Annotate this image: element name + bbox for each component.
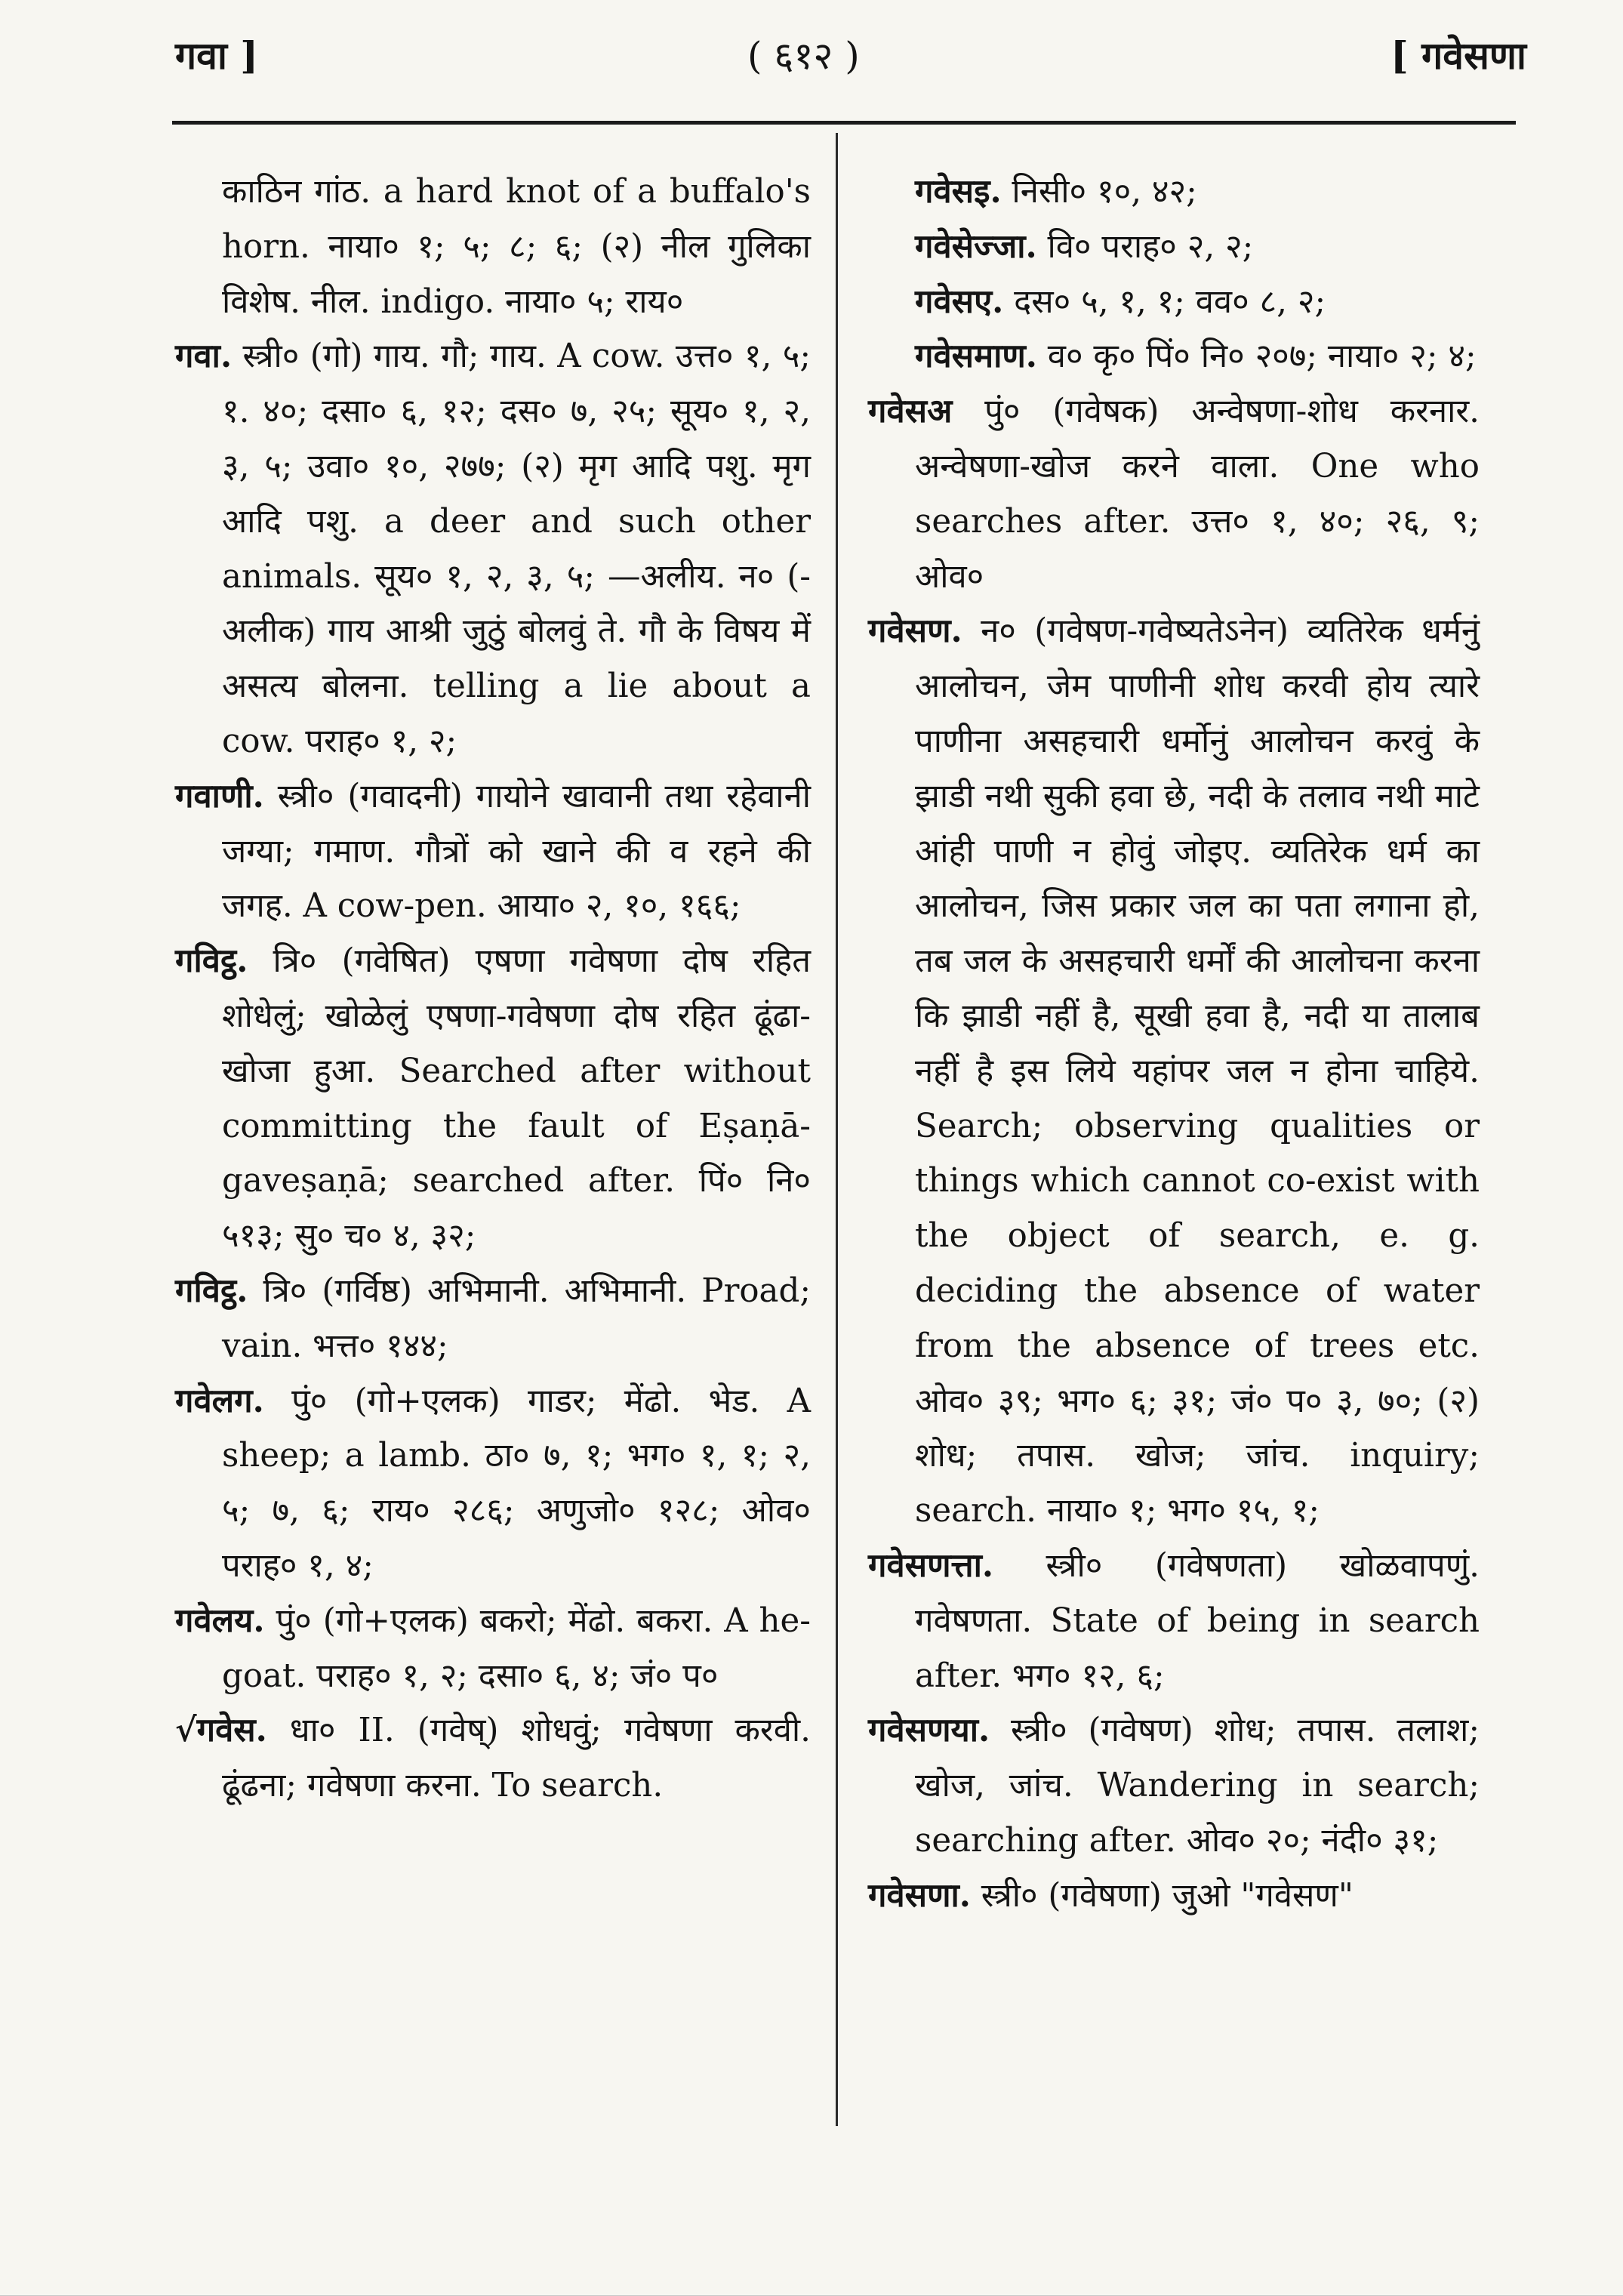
dictionary-entry [868,329,1480,384]
running-head-left: गवा ] [175,33,258,78]
entry-headword: गविट्ठ. [175,942,248,981]
dictionary-entry [175,1374,811,1594]
entry-body: स्त्री० (गवेषणा) जुओ "गवेसण" [981,1876,1354,1915]
dictionary-entry [868,1703,1480,1868]
entry-headword: √गवेस. [175,1711,267,1750]
entry-headword: गवेसअ [868,392,953,431]
entry-headword: गवाणी. [175,776,264,815]
entry-body: स्त्री० (गवादनी) गायोने खावानी तथा रहेवानी जग्या; गमाण. गौत्रों को खाने की व रहने की जगह. A cow-pen. आया० २, १०, १६६; [222,777,811,926]
entry-body: स्त्री० (गवेषणता) खोळवापणुं. गवेषणता. State of being in search after. भग० १२, ६; [915,1546,1480,1695]
entry-body: पुं० (गवेषक) अन्वेषणा-शोध करनार. अन्वेषणा-खोज करने वाला. One who searches after. उत्त० १, ४०; २६, ९; ओव० [915,393,1480,596]
entry-headword: गवेसणा. [868,1875,971,1915]
header-rule [172,121,1516,125]
left-column [175,165,811,1814]
entry-headword: गवेसण. [868,612,962,651]
entry-body: धा० II. (गवेष्) शोधवुं; गवेषणा करवी. ढूंढना; गवेषणा करना. To search. [222,1712,811,1805]
dictionary-entry [868,604,1480,1539]
entry-body: निसी० १०, ४२; [1012,173,1197,211]
entry-headword: गवेसेज्जा. [915,227,1037,266]
dictionary-entry [175,1703,811,1814]
dictionary-entry [868,1869,1480,1924]
entry-headword: गवेलय. [175,1601,265,1640]
dictionary-entry [175,769,811,934]
entry-headword: गवेसइ. [915,172,1002,211]
entry-headword: गवेसए. [915,282,1004,321]
dictionary-entry [868,275,1480,330]
entry-headword: गवा. [175,337,233,376]
dictionary-entry [175,329,811,769]
page-number: ( ६१२ ) [747,34,860,78]
entry-body: स्त्री० (गवेषण) शोध; तपास. तलाश; खोज, जांच. Wandering in search; searching after. ओव० २०; नंदी० ३१; [915,1712,1480,1860]
entry-body: स्त्री० (गो) गाय. गौ; गाय. A cow. उत्त० १, ५; १. ४०; दसा० ६, १२; दस० ७, २५; सूय० १, २, ३, ५; उवा० १०, २७७; (२) मृग आदि पशु. मृग आदि पशु. a deer and such other animals. सूय० १, २, ३, ५; —अलीय. न० (-अलीक) गाय आश्री जुठुं बोलवुं ते. गौ के विषय में असत्य बोलना. telling a lie about a cow. पराह० १, २; [222,337,812,760]
entry-body: दस० ५, १, १; वव० ८, २; [1014,282,1326,321]
entry-body: काठिन गांठ. a hard knot of a buffalo's horn. नाया० १; ५; ८; ६; (२) नील गुलिका विशेष. नील. indigo. नाया० ५; राय० [222,173,811,321]
dictionary-entry [175,165,811,329]
entry-body: व० कृ० पिं० नि० २०७; नाया० २; ४; [1047,337,1477,376]
entry-body: त्रि० (गर्विष्ठ) अभिमानी. अभिमानी. Proad; vain. भत्त० १४४; [222,1271,811,1365]
running-head-right: [ गवेसणा [1390,33,1526,78]
entry-body: न० (गवेषण-गवेष्यतेऽनेन) व्यतिरेक धर्मनुं आलोचन, जेम पाणीनी शोध करवी होय त्यारे पाणीना असहचारी धर्मोनुं आलोचन करवुं के झाडी नथी सुकी हवा छे, नदी के तलाव नथी माटे आंही पाणी न होवुं जोइए. व्यतिरेक धर्म का आलोचन, जिस प्रकार जल का पता लगाना हो, तब जल के असहचारी धर्मों की आलोचना करना कि झाडी नहीं है, सूखी हवा है, नदी या तालाब नहीं है इस लिये यहांपर जल न होना चाहिये. Search; observing qualities or things which cannot co-exist with the object of search, e. g. deciding the absence of water from the absence of trees etc. ओव० ३९; भग० ६; ३१; जं० प० ३, ७०; (२) शोध; तपास. खोज; जांच. inquiry; search. नाया० १; भग० १५, १; [915,612,1480,1530]
entry-headword: गवेलग. [175,1381,264,1420]
dictionary-entry [868,220,1480,275]
right-column [868,165,1480,1924]
dictionary-entry [175,934,811,1264]
dictionary-entry [868,1539,1480,1703]
dictionary-entry [868,384,1480,604]
entry-body: वि० पराह० २, २; [1047,227,1254,266]
dictionary-entry [175,1594,811,1704]
entry-body: त्रि० (गवेषित) एषणा गवेषणा दोष रहित शोधेलुं; खोळेलुं एषणा-गवेषणा दोष रहित ढूंढा-खोजा हुआ. Searched after without committing the fault of Eṣaṇā-gaveṣaṇā; searched after. पिं० नि० ५१३; सु० च० ४, ३२; [222,942,811,1256]
dictionary-entry [868,165,1480,220]
dictionary-entry [175,1264,811,1374]
entry-headword: गवेसणया. [868,1711,990,1750]
entry-headword: गवेसणत्ता. [868,1546,994,1585]
entry-headword: गवेसमाण. [915,337,1037,376]
entry-body: पुं० (गो+एलक) गाडर; मेंढो. भेड. A sheep; a lamb. ठा० ७, १; भग० १, १; २, ५; ७, ६; राय० २८६; अणुजो० १२८; ओव० पराह० १, ४; [222,1382,811,1585]
entry-headword: गविट्ठ. [175,1271,248,1310]
entry-body: पुं० (गो+एलक) बकरो; मेंढो. बकरा. A he-goat. पराह० १, २; दसा० ६, ४; जं० प० [222,1601,811,1695]
column-divider [836,133,838,2126]
